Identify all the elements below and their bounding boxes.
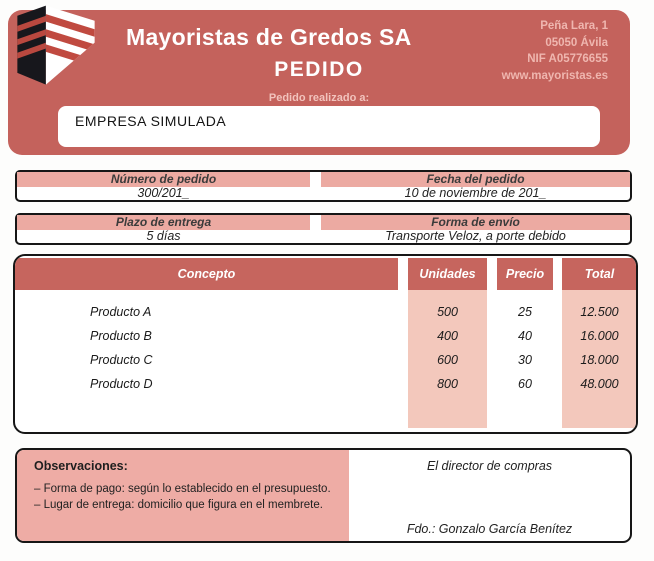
item-unidades: 800 bbox=[437, 377, 458, 391]
table-row bbox=[15, 324, 636, 348]
item-precio: 30 bbox=[518, 353, 532, 367]
address-line: 05050 Ávila bbox=[545, 36, 608, 49]
order-number-date-box bbox=[15, 170, 632, 202]
address-line: www.mayoristas.es bbox=[501, 70, 608, 83]
order-date-label: Fecha del pedido bbox=[321, 172, 630, 187]
item-unidades: 600 bbox=[437, 353, 458, 367]
signature-title: El director de compras bbox=[426, 459, 553, 473]
items-table bbox=[13, 254, 638, 434]
item-precio: 25 bbox=[518, 305, 532, 319]
address-line: Peña Lara, 1 bbox=[540, 20, 608, 32]
letterhead bbox=[8, 10, 630, 155]
table-row bbox=[15, 348, 636, 372]
table-row bbox=[15, 300, 636, 324]
shipping-method-label: Forma de envío bbox=[321, 215, 630, 230]
delivery-term-value: 5 días bbox=[146, 229, 181, 243]
observations-box bbox=[15, 448, 632, 543]
item-total: 18.000 bbox=[580, 353, 619, 367]
item-total: 12.500 bbox=[580, 305, 619, 319]
observations-list bbox=[34, 482, 331, 513]
delivery-term-label: Plazo de entrega bbox=[17, 215, 310, 230]
order-date-value: 10 de noviembre de 201_ bbox=[404, 186, 547, 200]
item-total: 48.000 bbox=[580, 377, 619, 391]
column-header-precio: Precio bbox=[497, 258, 553, 290]
delivery-shipping-box bbox=[15, 213, 632, 245]
observations-title: Observaciones: bbox=[34, 459, 128, 473]
observation-item: – Forma de pago: según lo establecido en el presupuesto. bbox=[34, 483, 331, 495]
recipient-label: Pedido realizado a: bbox=[268, 92, 370, 104]
company-name: Mayoristas de Gredos SA bbox=[126, 24, 412, 50]
observation-item: – Lugar de entrega: domicilio que figura en el membrete. bbox=[34, 498, 323, 511]
address-line: NIF A05776655 bbox=[527, 53, 608, 66]
item-concepto: Producto D bbox=[90, 377, 153, 391]
document-title: PEDIDO bbox=[274, 58, 364, 81]
table-row bbox=[15, 372, 636, 396]
item-total: 16.000 bbox=[580, 329, 619, 343]
item-concepto: Producto B bbox=[90, 329, 152, 343]
signature-name: Fdo.: Gonzalo García Benítez bbox=[406, 522, 573, 536]
recipient-box bbox=[58, 106, 600, 147]
shipping-method-value: Transporte Veloz, a porte debido bbox=[385, 229, 566, 243]
item-unidades: 500 bbox=[437, 305, 458, 319]
recipient-name: EMPRESA SIMULADA bbox=[75, 113, 227, 129]
warehouse-logo-icon bbox=[14, 2, 98, 90]
item-concepto: Producto C bbox=[90, 353, 153, 367]
column-header-unidades: Unidades bbox=[408, 258, 487, 290]
column-header-total: Total bbox=[562, 258, 637, 290]
item-precio: 60 bbox=[518, 377, 532, 391]
order-number-label: Número de pedido bbox=[17, 172, 310, 187]
order-number-value: 300/201_ bbox=[137, 186, 190, 200]
item-unidades: 400 bbox=[437, 329, 458, 343]
column-header-concepto: Concepto bbox=[15, 258, 398, 290]
item-precio: 40 bbox=[518, 329, 532, 343]
item-concepto: Producto A bbox=[90, 305, 152, 319]
